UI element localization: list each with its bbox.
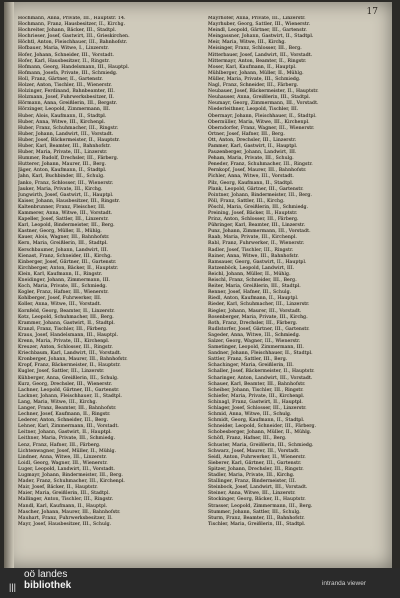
directory-entry: Kapeller, Josef, Sattler, III., Linzerstr.: [18, 217, 109, 223]
directory-entry: Lachner, Leopold, Gärtner, III., Gartenstr.: [18, 387, 120, 393]
directory-entry: Kreuzer, Anton, Schlosser, III., Ringstr.: [18, 345, 113, 351]
directory-entry: Lederer, Anton, Schneider, III., Berg.: [18, 418, 109, 424]
directory-entry: Mühlberger, Johann, Müller, II., Mühlg.: [208, 70, 304, 76]
directory-entry: Loidl, Georg, Wagner, III., Wienerstr.: [18, 460, 108, 466]
directory-entry: Ratzenböck, Leopold, Landwirt, III.: [208, 265, 295, 271]
directory-entry: Hofbauer, Maria, Witwe, I., Linzerstr.: [18, 46, 109, 52]
left-text-column: [18, 16, 194, 564]
directory-entry: Strasser, Leopold, Zimmermann, III., Berg.: [208, 503, 313, 509]
directory-entry: Seidl, Anton, Fuhrwerker, II., Wienerstr.: [208, 454, 306, 460]
directory-entry: Koch, Maria, Private, III., Schmiedg.: [18, 284, 107, 290]
directory-entry: Sattler, Franz, Sattler, III., Berg.: [208, 357, 288, 363]
directory-entry: Hofer, Karl, Hausbesitzer, II., Ringstr.: [18, 58, 110, 64]
directory-entry: Sageder, Anna, Witwe, III., Schmiedg.: [208, 332, 301, 338]
directory-entry: Hochrieser, Josef, Gastwirt, III., Grieskirchen.: [18, 34, 130, 40]
directory-entry: Punz, Johann, Zimmermann, III., Vorstadt.: [208, 229, 311, 235]
directory-entry: Neumayr, Georg, Zimmermann, III., Vorstadt.: [208, 101, 319, 107]
directory-entry: Peham, Maria, Private, III., Schulg.: [208, 156, 294, 162]
directory-entry: Langer, Franz, Beamter, III., Bahnhofstr.: [18, 406, 117, 411]
directory-entry: Holl, Franz, Gärtner, II., Gartenstr.: [18, 76, 103, 82]
directory-entry: Lugmayr, Johann, Bindermeister, III., Berg.: [18, 473, 123, 479]
directory-entry: Neuhauser, Anna, Greißlerin, III., Stadtpl.: [208, 95, 311, 101]
directory-entry: Kraus, Josef, Handelsmann, III., Hauptpl.: [18, 332, 119, 338]
directory-entry: Leitner, Johann, Gastwirt, II., Hauptpl.: [18, 430, 112, 436]
logo-line-2: bibliothek: [24, 580, 72, 591]
directory-entry: Kornfeld, Georg, Beamter, II., Linzerstr.: [18, 308, 115, 314]
directory-entry: Schuster, Maria, Greißlerin, III., Schmiedg.: [208, 442, 314, 448]
directory-entry: Obermayr, Johann, Fleischhauer, II., Stadtpl.: [208, 113, 317, 119]
directory-entry: Riegler, Johann, Maurer, III., Vorstadt.: [208, 308, 302, 314]
directory-entry: Schwarz, Josef, Maurer, III., Vorstadt.: [208, 448, 300, 454]
directory-entry: Kropf, Franz, Bäckermeister, II., Hauptstr.: [18, 363, 121, 369]
directory-entry: Schachinger, Maria, Greißlerin, III.: [208, 363, 294, 369]
directory-entry: Krenn, Maria, Private, III., Kirchenpl.: [18, 338, 110, 344]
directory-entry: Karl, Leopold, Bindermeister, III., Berg.: [18, 223, 115, 229]
directory-entry: Neubauer, Josef, Bäckermeister, II., Hauptstr.: [208, 89, 319, 95]
directory-entry: Kauer, Alois, Wagner, III., Bahnhofstr.: [18, 235, 110, 241]
directory-entry: Huber, Maria, Private, III., Linzerstr.: [18, 150, 108, 156]
directory-entry: Schlager, Josef, Schlosser, III., Linzerstr.: [208, 406, 307, 411]
directory-entry: Koller, Anna, Witwe, III., Vorstadt.: [18, 302, 102, 308]
directory-entry: Huber, Anna, Witwe, III., Kirchenpl.: [18, 119, 106, 125]
directory-entry: Renner, Josef, Hafner, III., Schulg.: [208, 290, 292, 296]
logo-bars-icon: |||: [9, 582, 17, 592]
directory-entry: Mitterbauer, Josef, Landwirt, III., Vorstadt.: [208, 52, 313, 58]
logo-line-1: oö landes: [24, 569, 68, 580]
directory-entry: Leithner, Maria, Private, III., Schmiedg.: [18, 436, 116, 442]
directory-entry: Rabl, Franz, Fuhrwerker, II., Wienerstr.: [208, 241, 305, 247]
viewer-label[interactable]: intranda viewer: [321, 580, 366, 587]
directory-entry: Kohlberger, Josef, Fuhrwerker, III.: [18, 296, 102, 302]
directory-entry: Kastner, Georg, Müller, II., Mühlg.: [18, 229, 102, 235]
directory-entry: Sandner, Johann, Fleischhauer, II., Stadtpl.: [208, 351, 313, 357]
directory-entry: Nagl, Franz, Schneider, III., Färberg.: [208, 83, 299, 89]
directory-entry: Lenz, Franz, Hafner, III., Färberg.: [18, 442, 101, 448]
directory-entry: Mittermayr, Anton, Beamter, II., Ringstr.: [208, 58, 307, 64]
directory-entry: Sieberer, Karl, Gärtner, III., Gartenstr.: [208, 460, 302, 466]
directory-entry: Jahn, Karl, Buchbinder, III., Schulg.: [18, 174, 105, 180]
directory-entry: Reichl, Johann, Müller, II., Mühlg.: [208, 271, 291, 277]
right-text-column: [208, 16, 384, 564]
directory-entry: Mauhart, Franz, Fuhrwerksbesitzer, II.: [18, 515, 113, 521]
directory-entry: Hochreiter, Johann, Bäcker, III., Stadtpl.: [18, 28, 117, 34]
page-number: 17: [366, 7, 378, 17]
directory-entry: Huber, Johann, Landwirt, III., Vorstadt.: [18, 131, 114, 137]
directory-entry: Schöfl, Franz, Hafner, III., Berg.: [208, 436, 287, 442]
directory-entry: Lindner, Anna, Witwe, III., Linzerstr.: [18, 454, 107, 460]
directory-entry: Mallinger, Anton, Tischler, III., Ringstr.: [18, 497, 114, 503]
directory-entry: Hofmann, Georg, Handelsmann, III., Hauptpl.: [18, 64, 130, 70]
directory-entry: Pichler, Anna, Witwe, III., Vorstadt.: [208, 174, 294, 180]
directory-entry: Hochmann, Franz, Hausbesitzer, II., Kirchg.: [18, 22, 126, 28]
directory-entry: Moser, Karl, Kaufmann, II., Hauptpl.: [208, 64, 297, 70]
directory-entry: Lichtenwagner, Josef, Müller, II., Mühlg.: [18, 448, 117, 454]
directory-entry: Kranzl, Franz, Tischler, III., Färberg.: [18, 326, 108, 332]
directory-entry: Steiner, Anna, Witwe, III., Linzerstr.: [208, 491, 296, 497]
directory-entry: Huber, Karl, Beamter, III., Bahnhofstr.: [18, 143, 111, 149]
directory-entry: Mandl, Karl, Kaufmann, II., Hauptpl.: [18, 503, 108, 509]
directory-entry: Pöll, Franz, Sattler, III., Kirchg.: [208, 198, 285, 204]
directory-entry: Preining, Josef, Bäcker, II., Hauptstr.: [208, 211, 298, 216]
directory-entry: Holzmann, Josef, Fuhrwerksbesitzer, II.: [18, 95, 115, 101]
directory-entry: Ramsauer, Georg, Gastwirt, II., Hauptpl.: [208, 259, 307, 265]
directory-entry: Maier, Maria, Greißlerin, III., Stadtpl.: [18, 491, 111, 497]
directory-entry: Janko, Franz, Schlosser, III., Wienerstr.: [18, 180, 114, 186]
directory-entry: Rainer, Anna, Witwe, III., Bahnhofstr.: [208, 253, 299, 259]
directory-entry: Tischler, Maria, Greißlerin, III., Stadtpl.: [208, 521, 306, 527]
directory-entry: Meindl, Leopold, Gärtner, III., Gartenstr.: [208, 28, 307, 34]
directory-entry: Rieder, Karl, Schuhmacher, III., Linzerstr.: [208, 302, 310, 308]
directory-entry: Kurz, Georg, Drechsler, III., Wienerstr.: [18, 381, 113, 387]
directory-entry: Rosenberger, Maria, Private, III., Kirchg.: [208, 314, 308, 320]
directory-entry: Lang, Maria, Witwe, III., Kirchg.: [18, 399, 98, 405]
directory-entry: Raab, Maria, Private, III., Kirchenpl.: [208, 235, 298, 241]
directory-entry: Niederleithner, Leopold, Tischler, III.: [208, 107, 299, 113]
directory-entry: Oberndorfer, Franz, Wagner, III., Wienerstr.: [208, 125, 315, 131]
directory-entry: Klein, Karl, Kaufmann, II., Ringstr.: [18, 271, 103, 277]
directory-entry: Schaller, Josef, Bäckermeister, II., Hauptstr.: [208, 369, 315, 375]
directory-entry: Huber, Alois, Kaufmann, II., Stadtpl.: [18, 113, 107, 119]
directory-entry: Huber, Josef, Bäckermeister, II., Hauptstr.: [18, 137, 120, 143]
directory-entry: Ortner, Josef, Hafner, III., Berg.: [208, 131, 285, 137]
directory-entry: Mayrhuber, Georg, Sattler, III., Wienerstr.: [208, 22, 311, 28]
directory-entry: Höchtl, Anton, Fleischhauer, III., Bahnhofstr.: [18, 40, 128, 46]
directory-entry: Holzer, Anton, Tischler, III., Wienerstr.: [18, 83, 112, 89]
directory-entry: Sturm, Franz, Beamter, III., Bahnhofstr.: [208, 515, 305, 521]
directory-entry: Rudlstorfer, Josef, Gärtner, III., Gartenstr.: [208, 326, 310, 332]
book-gutter: [4, 2, 14, 568]
directory-entry: Kogler, Franz, Hafner, III., Wienerstr.: [18, 290, 109, 296]
directory-entry: Mader, Franz, Schuhmacher, III., Kirchenpl.: [18, 479, 125, 485]
directory-entry: Müller, Maria, Private, III., Schmiedg.: [208, 76, 301, 82]
directory-entry: Ott, Anton, Drechsler, III., Linzerstr.: [208, 137, 297, 143]
directory-entry: Plank, Leopold, Gärtner, III., Gartenstr.: [208, 186, 304, 192]
directory-entry: Spitzer, Johann, Drechsler, III., Ringstr.: [208, 466, 304, 472]
directory-entry: Reischl, Franz, Schneider, III., Berg.: [208, 278, 297, 284]
directory-entry: Hofmann, Josefa, Private, III., Schmiedg.: [18, 70, 118, 76]
directory-entry: Scharinger, Anton, Landwirt, III., Vorstadt.: [208, 375, 313, 381]
directory-entry: Kinberger, Josef, Gärtner, III., Gartenstr.: [18, 259, 117, 265]
directory-entry: Pammer, Karl, Gastwirt, II., Hauptpl.: [208, 143, 298, 149]
directory-entry: Huber, Franz, Schuhmacher, III., Ringstr.: [18, 125, 119, 131]
directory-entry: Kugler, Josef, Sattler, III., Linzerstr.: [18, 369, 105, 375]
directory-entry: Scheiber, Johann, Tischler, III., Ringstr.: [208, 387, 304, 393]
directory-entry: Radler, Josef, Tischler, III., Ringstr.: [208, 247, 294, 253]
directory-entry: Stockinger, Georg, Bäcker, II., Hauptstr.: [208, 497, 306, 503]
directory-entry: Peneder, Franz, Schuhmacher, III., Ringstr.: [208, 162, 313, 168]
directory-entry: Hofer, Johann, Schneider, III., Vorstadt.: [18, 52, 115, 58]
directory-entry: Salzer, Georg, Wagner, III., Wienerstr.: [208, 338, 301, 344]
directory-entry: Lehner, Karl, Zimmermann, III., Vorstadt.: [18, 424, 119, 430]
directory-entry: Mascher, Johann, Maurer, III., Bahnhofstr.: [18, 509, 121, 515]
directory-entry: Hutterer, Johann, Maurer, III., Berg.: [18, 162, 107, 168]
directory-entry: Kriechbaum, Karl, Landwirt, III., Vorstadt.: [18, 351, 122, 357]
directory-entry: Kotz, Leopold, Schuhmacher, III., Berg.: [18, 314, 114, 320]
directory-entry: Pilz, Georg, Kaufmann, II., Stadtpl.: [208, 180, 294, 186]
directory-entry: Jungwirth, Josef, Gastwirt, II., Hauptpl.: [18, 192, 114, 198]
document-page: [4, 2, 392, 568]
directory-entry: Krammer, Johann, Gastwirt, II., Stadtpl.: [18, 320, 115, 326]
directory-entry: Obermüller, Maria, Witwe, III., Kirchenpl.: [208, 119, 310, 125]
directory-entry: Kronberger, Johann, Maurer, III., Bahnhofstr.: [18, 357, 128, 363]
directory-entry: Schmidt, Georg, Kaufmann, II., Stadtpl.: [208, 418, 305, 424]
directory-entry: Sametinger, Leopold, Zimmermann, III.: [208, 345, 304, 351]
directory-entry: Prinz, Anton, Schlosser, III., Färberg.: [208, 217, 299, 223]
directory-entry: Schobesberger, Johann, Müller, II., Mühlg.: [208, 430, 312, 436]
viewer-footer: [0, 568, 400, 598]
directory-entry: Holzinger, Ferdinand, Bahnbeamter, III.: [18, 89, 115, 95]
directory-entry: Meisinger, Franz, Schlosser, III., Berg.: [208, 46, 302, 52]
directory-entry: Pointner, Johann, Bindermeister, III., Berg.: [208, 192, 313, 198]
directory-entry: Lechner, Josef, Kaufmann, II., Ringstr.: [18, 412, 111, 418]
directory-entry: Pöschl, Maria, Greißlerin, III., Schmiedg.: [208, 204, 309, 210]
directory-entry: Meingassner, Johann, Gastwirt, II., Stadtpl.: [208, 34, 314, 40]
directory-entry: Steinbock, Josef, Landwirt, III., Vorstadt.: [208, 485, 308, 491]
directory-entry: Hochmann, Anna, Private, III., Hauptstr. 14.: [18, 16, 126, 21]
directory-entry: Mair, Josef, Bäcker, II., Hauptstr.: [18, 485, 98, 491]
directory-entry: Schauer, Karl, Beamter, III., Bahnhofstr.: [208, 381, 306, 387]
directory-entry: Meir, Maria, Witwe, III., Kirchg.: [208, 40, 286, 46]
directory-entry: Riedl, Anton, Kaufmann, II., Hauptpl.: [208, 296, 299, 302]
directory-entry: Schiefer, Maria, Private, III., Kirchenpl.: [208, 393, 305, 399]
directory-entry: Pauzenberger, Johann, Landwirt, III.: [208, 150, 297, 156]
directory-entry: Roth, Franz, Drechsler, III., Färberg.: [208, 320, 298, 326]
directory-entry: Kammerer, Anna, Witwe, III., Vorstadt.: [18, 211, 113, 216]
directory-entry: Hörzinger, Leopold, Zimmermann, III.: [18, 107, 111, 113]
directory-entry: Pühringer, Karl, Beamter, III., Linzerstr.: [208, 223, 306, 229]
directory-entry: Reiter, Maria, Greißlerin, III., Stadtpl.: [208, 284, 301, 290]
directory-entry: Schneider, Leopold, Schneider, III., Färberg.: [208, 424, 317, 430]
directory-entry: Schinagl, Franz, Gastwirt, II., Hauptpl.: [208, 399, 303, 405]
directory-entry: Jauker, Maria, Private, III., Kirchg.: [18, 186, 103, 192]
directory-entry: Pernkopf, Josef, Maurer, III., Bahnhofstr.: [208, 168, 307, 174]
directory-entry: Kneidinger, Johann, Zimmermann, III.: [18, 278, 111, 284]
directory-entry: Kerschbaumer, Johann, Landwirt, III.: [18, 247, 109, 253]
directory-entry: Hörmann, Anna, Greißlerin, III., Bergstr.: [18, 101, 118, 107]
directory-entry: Kern, Maria, Greißlerin, III., Stadtpl.: [18, 241, 108, 247]
directory-entry: Luger, Leopold, Landwirt, III., Vorstadt.: [18, 466, 115, 472]
directory-entry: Mayr, Josef, Hausbesitzer, III., Schulg.: [18, 521, 112, 527]
directory-entry: Schmid, Anna, Witwe, III., Schulg.: [208, 412, 292, 418]
directory-entry: Kienast, Franz, Schneider, III., Kirchg.: [18, 253, 112, 259]
directory-entry: Lackner, Johann, Fleischhauer, II., Stadtpl.: [18, 393, 123, 399]
directory-entry: Jäger, Anton, Kaufmann, II., Stadtpl.: [18, 168, 107, 174]
directory-entry: Mayrhofer, Anna, Private, III., Linzerstr.: [208, 16, 306, 21]
directory-entry: Stallinger, Franz, Bindermeister, III.: [208, 479, 297, 485]
directory-entry: Kühberger, Anna, Greißlerin, III., Schulg.: [18, 375, 119, 381]
directory-entry: Stadler, Maria, Private, III., Kirchg.: [208, 473, 295, 479]
directory-entry: Kaiser, Johann, Hausbesitzer, III., Ringstr.: [18, 198, 121, 204]
directory-entry: Kirchberger, Anton, Bäcker, II., Hauptstr.: [18, 265, 119, 271]
directory-entry: Kaltenbrunner, Franz, Fleischer, III.: [18, 204, 106, 210]
directory-entry: Hummer, Rudolf, Drechsler, III., Färberg.: [18, 156, 119, 162]
directory-entry: Stummer, Johann, Sattler, III., Schulg.: [208, 509, 301, 515]
